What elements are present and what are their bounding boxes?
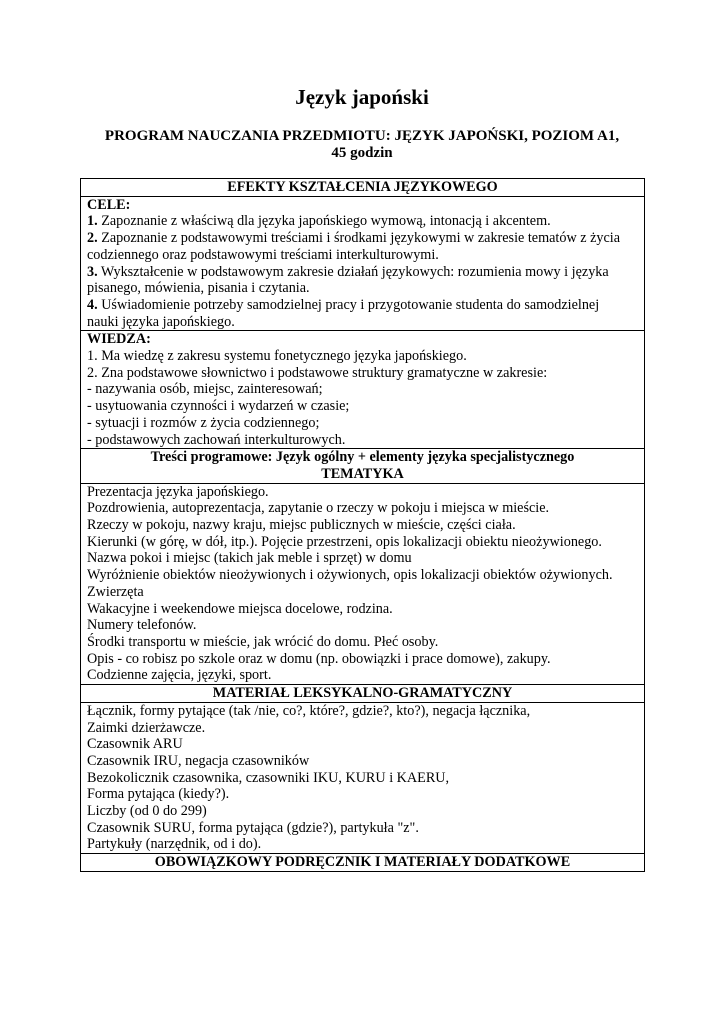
grammar-header: MATERIAŁ LEKSYKALNO-GRAMATYCZNY (81, 685, 645, 703)
effects-header: EFEKTY KSZTAŁCENIA JĘZYKOWEGO (81, 179, 645, 197)
topic-line: Wakacyjne i weekendowe miejsca docelowe, rodzina. (87, 600, 393, 617)
program-header-row (81, 449, 645, 483)
knowledge-row (81, 331, 645, 449)
grammar-cell (81, 702, 645, 853)
grammar-line: Zaimki dzierżawcze. (87, 719, 206, 736)
goals-label: CELE: (87, 196, 131, 213)
subtitle-line: 45 godzin (331, 145, 393, 161)
topic-line: Numery telefonów. (87, 617, 197, 634)
topic-line: Nazwa pokoi i miejsc (takich jak meble i sprzęt) w domu (87, 550, 412, 567)
goal-item (87, 264, 638, 281)
knowledge-line: 1. Ma wiedzę z zakresu systemu fonetycznego języka japońskiego. (87, 348, 467, 365)
materials-header-row (81, 854, 645, 872)
goal-text-continued: pisanego, mówienia, pisania i czytania. (87, 280, 310, 297)
goal-number: 4. (87, 296, 98, 313)
topic-line: Rzeczy w pokoju, nazwy kraju, miejsc publicznych w mieście, części ciała. (87, 517, 516, 534)
goal-item (87, 230, 638, 247)
program-header-line: Treści programowe: Język ogólny + elementy języka specjalistycznego (150, 449, 575, 466)
grammar-line: Czasownik IRU, negacja czasowników (87, 752, 310, 769)
topic-line: Opis - co robisz po szkole oraz w domu (np. obowiązki i prace domowe), zakupy. (87, 650, 551, 667)
knowledge-label: WIEDZA: (87, 331, 151, 348)
document-title: Język japoński (295, 85, 429, 109)
subtitle-line: PROGRAM NAUCZANIA PRZEDMIOTU: JĘZYK JAPOŃSKI, POZIOM A1, (104, 128, 620, 144)
topic-line: Pozdrowienia, autoprezentacja, zapytanie o rzeczy w pokoju i miejsca w mieście. (87, 500, 550, 517)
knowledge-line: - podstawowych zachowań interkulturowych. (87, 431, 346, 448)
goal-text: Wykształcenie w podstawowym zakresie działań językowych: rozumienia mowy i języka (97, 263, 609, 280)
knowledge-line: - usytuowania czynności i wydarzeń w czasie; (87, 398, 350, 415)
program-header (81, 449, 645, 483)
grammar-line: Łącznik, formy pytające (tak /nie, co?, które?, gdzie?, kto?), negacja łącznika, (87, 702, 531, 719)
topic-line: Środki transportu w mieście, jak wrócić do domu. Płeć osoby. (87, 633, 439, 650)
grammar-line: Forma pytająca (kiedy?). (87, 786, 230, 803)
knowledge-cell (81, 331, 645, 449)
goal-text: Zapoznanie z podstawowymi treściami i środkami językowymi w zakresie tematów z życia (97, 230, 621, 247)
topics-cell (81, 483, 645, 684)
goal-text-continued: nauki języka japońskiego. (87, 313, 235, 330)
knowledge-line: 2. Zna podstawowe słownictwo i podstawowe struktury gramatyczne w zakresie: (87, 364, 548, 381)
knowledge-line: - sytuacji i rozmów z życia codziennego; (87, 414, 320, 431)
goal-number: 2. (87, 230, 98, 247)
goal-item (87, 213, 638, 230)
goal-number: 3. (87, 263, 98, 280)
topic-line: Kierunki (w górę, w dół, itp.). Pojęcie przestrzeni, opis lokalizacji obiektu nieożywionego. (87, 533, 602, 550)
knowledge-line: - nazywania osób, miejsc, zainteresowań; (87, 381, 323, 398)
effects-header-row (81, 179, 645, 197)
goal-number: 1. (87, 213, 98, 230)
syllabus-table (80, 178, 645, 872)
topics-row (81, 483, 645, 684)
grammar-line: Czasownik ARU (87, 736, 183, 753)
grammar-line: Bezokolicznik czasownika, czasowniki IKU, KURU i KAERU, (87, 769, 450, 786)
topic-line: Prezentacja języka japońskiego. (87, 483, 269, 500)
grammar-line: Czasownik SURU, forma pytająca (gdzie?), partykuła "z". (87, 819, 419, 836)
materials-header: OBOWIĄZKOWY PODRĘCZNIK I MATERIAŁY DODATKOWE (81, 854, 645, 872)
goal-text: Zapoznanie z właściwą dla języka japońskiego wymową, intonacją i akcentem. (97, 213, 551, 230)
grammar-line: Liczby (od 0 do 299) (87, 803, 207, 820)
topic-line: Zwierzęta (87, 583, 144, 600)
goals-cell (81, 196, 645, 331)
goal-text-continued: codziennego oraz podstawowymi treściami interkulturowymi. (87, 246, 439, 263)
goal-item (87, 297, 638, 314)
grammar-line: Partykuły (narzędnik, od i do). (87, 836, 262, 853)
goals-row (81, 196, 645, 331)
topic-line: Codzienne zajęcia, języki, sport. (87, 667, 272, 684)
grammar-row (81, 702, 645, 853)
program-header-line: TEMATYKA (321, 465, 404, 482)
document-subtitle (80, 128, 644, 162)
grammar-header-row (81, 685, 645, 703)
topic-line: Wyróżnienie obiektów nieożywionych i ożywionych, opis lokalizacji obiektów ożywionych. (87, 567, 613, 584)
goal-text: Uświadomienie potrzeby samodzielnej pracy i przygotowanie studenta do samodzielnej (97, 296, 600, 313)
